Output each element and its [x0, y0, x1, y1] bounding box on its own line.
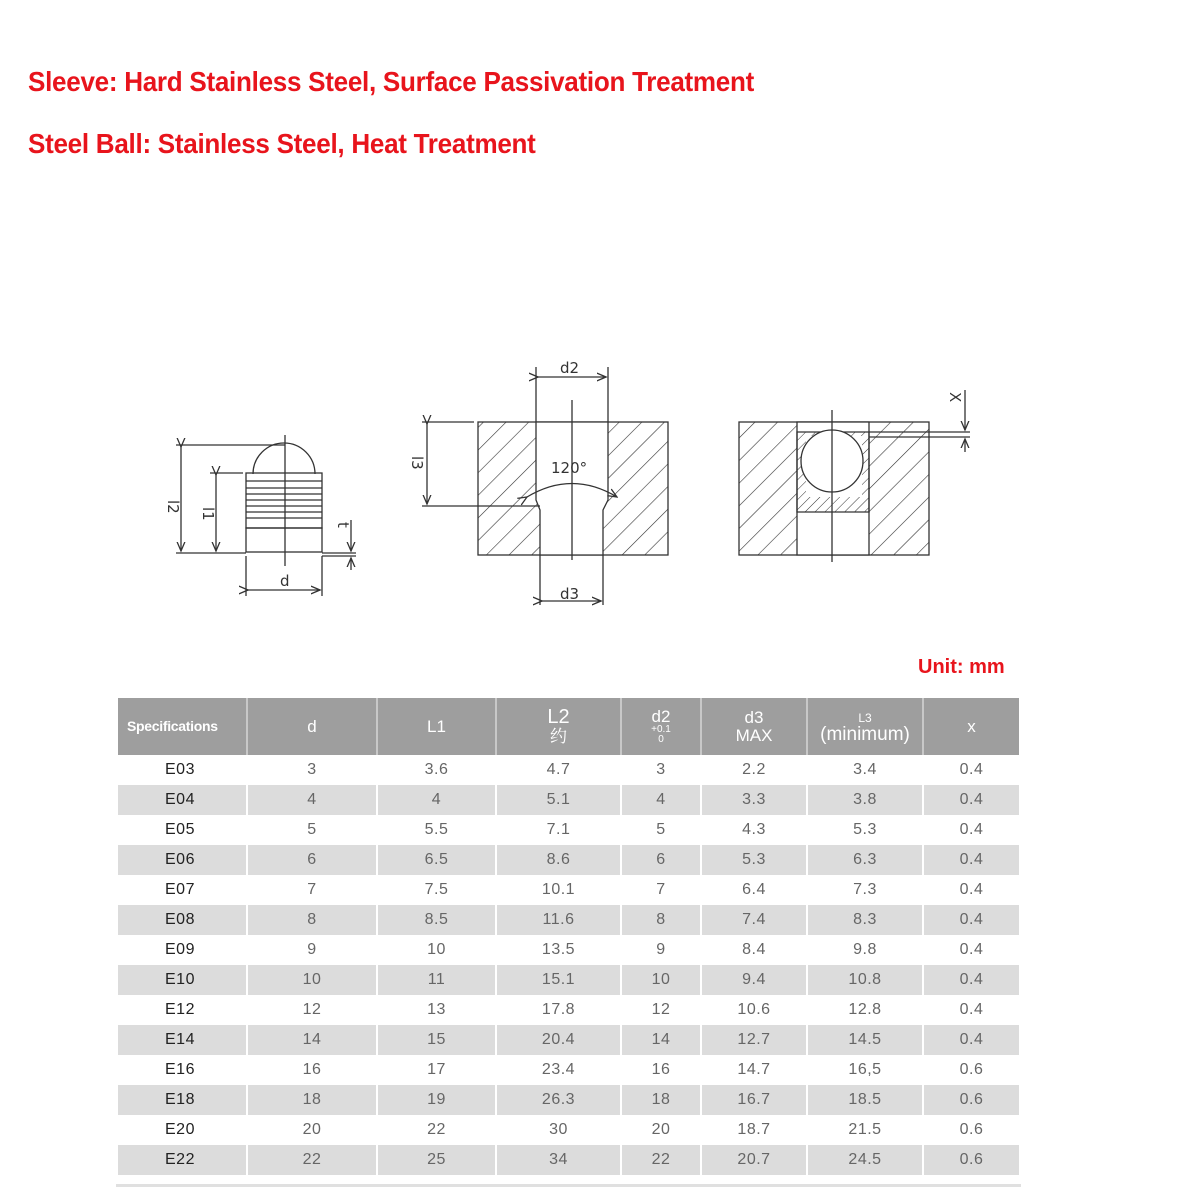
cell-l2: 23.4	[496, 1055, 621, 1085]
cell-l3: 9.8	[807, 935, 923, 965]
cell-spec: E09	[118, 935, 247, 965]
cell-l3: 16,5	[807, 1055, 923, 1085]
table-header-row	[118, 698, 1019, 755]
cell-x: 0.4	[959, 941, 984, 958]
cell-l3: 6.3	[807, 845, 923, 875]
cell-l1: 3.6	[377, 755, 496, 785]
cell-d3: 12.7	[701, 1025, 807, 1055]
specifications-table	[118, 698, 1019, 1175]
cell-x: 0.4	[959, 821, 984, 838]
unit-label: Unit: mm	[918, 656, 1005, 678]
cell-d: 3	[247, 755, 377, 785]
cell-l1: 15	[377, 1025, 496, 1055]
header-d3-main: d3	[744, 707, 764, 727]
cell-l2: 5.1	[496, 785, 621, 815]
cell-d: 9	[247, 935, 377, 965]
cell-d3: 2.2	[701, 755, 807, 785]
table-row	[118, 875, 1019, 905]
cell-l3: 12.8	[807, 995, 923, 1025]
cell-l1: 10	[377, 935, 496, 965]
cell-d3: 18.7	[701, 1115, 807, 1145]
header-l2-sub: 约	[550, 727, 567, 747]
table-row	[118, 1025, 1019, 1055]
cell-d2: 14	[621, 1025, 701, 1055]
cell-d3: 3.3	[701, 785, 807, 815]
header-d3	[701, 698, 807, 755]
header-l3	[807, 698, 923, 755]
cell-spec: E18	[118, 1085, 247, 1115]
cell-l2: 8.6	[496, 845, 621, 875]
cell-l1: 4	[377, 785, 496, 815]
angle-120-label: 120°	[551, 459, 588, 477]
cell-d2: 22	[621, 1145, 701, 1175]
l3-dimension-label: l3	[408, 456, 426, 470]
cell-l3: 10.8	[807, 965, 923, 995]
cell-l3: 24.5	[807, 1145, 923, 1175]
table-row	[118, 1115, 1019, 1145]
cell-d: 12	[247, 995, 377, 1025]
cell-x: 0.4	[923, 965, 1019, 995]
cell-d: 6	[247, 845, 377, 875]
table-row	[118, 905, 1019, 935]
cell-d2: 4	[621, 785, 701, 815]
cell-d3: 9.4	[701, 965, 807, 995]
cell-d2: 8	[621, 905, 701, 935]
cell-l2: 34	[496, 1145, 621, 1175]
cell-d3: 4.3	[701, 815, 807, 845]
cell-x: 0.6	[923, 1145, 1019, 1175]
cell-x: 0.4	[959, 881, 984, 898]
header-l2	[496, 698, 621, 755]
cell-d3: 10.6	[701, 995, 807, 1025]
cell-x: 0.6	[923, 1085, 1019, 1115]
cell-l3: 3.4	[807, 755, 923, 785]
cell-d3: 16.7	[701, 1085, 807, 1115]
cell-spec: E16	[118, 1055, 247, 1085]
cell-l2: 17.8	[496, 995, 621, 1025]
cell-x: 0.4	[923, 1025, 1019, 1055]
cell-spec: E06	[118, 845, 247, 875]
table-row	[118, 1055, 1019, 1085]
cell-d2: 6	[621, 845, 701, 875]
header-d2-tol-upper: +0.1	[651, 724, 671, 736]
cell-d3: 5.3	[701, 845, 807, 875]
table-row	[118, 755, 1019, 785]
header-d2-main: d2	[651, 706, 671, 726]
cell-d3: 8.4	[701, 935, 807, 965]
cell-spec: E20	[118, 1115, 247, 1145]
cell-d3: 20.7	[701, 1145, 807, 1175]
header-l2-main: L2	[547, 706, 570, 729]
cell-l1: 6.5	[377, 845, 496, 875]
cell-spec: E12	[118, 995, 247, 1025]
cell-l3: 18.5	[807, 1085, 923, 1115]
header-d2-tol-lower: 0	[658, 734, 664, 746]
cell-l2: 10.1	[496, 875, 621, 905]
cell-d: 14	[247, 1025, 377, 1055]
cell-l2: 30	[496, 1115, 621, 1145]
d-dimension-label: d	[280, 572, 290, 590]
cell-d3: 14.7	[701, 1055, 807, 1085]
cell-x: 0.4	[923, 905, 1019, 935]
cell-l2: 15.1	[496, 965, 621, 995]
cell-d: 20	[247, 1115, 377, 1145]
cell-l2: 11.6	[496, 905, 621, 935]
table-row	[118, 965, 1019, 995]
mounting-hole-section	[422, 367, 668, 605]
cell-l1: 5.5	[377, 815, 496, 845]
cell-l3: 3.8	[807, 785, 923, 815]
cell-l2: 20.4	[496, 1025, 621, 1055]
cell-l3: 5.3	[807, 815, 923, 845]
cell-l2: 7.1	[496, 815, 621, 845]
cell-d: 22	[247, 1145, 377, 1175]
d2-dimension-label: d2	[560, 359, 580, 377]
cell-l1: 8.5	[377, 905, 496, 935]
l1-dimension-label: l1	[199, 507, 217, 521]
cell-l1: 7.5	[377, 875, 496, 905]
header-d3-sub: MAX	[735, 725, 773, 745]
table-bottom-rule	[116, 1184, 1021, 1187]
t-dimension-label: t	[334, 522, 352, 528]
cell-d2: 7	[621, 875, 701, 905]
header-d: d	[247, 698, 377, 755]
cell-d2: 3	[621, 755, 701, 785]
cell-d2: 16	[621, 1055, 701, 1085]
cell-spec: E04	[118, 785, 247, 815]
cell-d2: 9	[621, 935, 701, 965]
cell-d2: 10	[621, 965, 701, 995]
cell-x: 0.4	[959, 761, 984, 778]
cell-spec: E14	[118, 1025, 247, 1055]
cell-d2: 18	[621, 1085, 701, 1115]
installed-assembly-section	[739, 390, 970, 562]
cell-spec: E10	[118, 965, 247, 995]
cell-d2: 5	[621, 815, 701, 845]
table-row	[118, 1085, 1019, 1115]
cell-x: 0.4	[923, 785, 1019, 815]
header-l3-sub: (minimum)	[820, 724, 910, 746]
cell-d2: 20	[621, 1115, 701, 1145]
cell-d: 5	[247, 815, 377, 845]
header-l1: L1	[377, 698, 496, 755]
cell-spec: E07	[118, 875, 247, 905]
cell-l3: 7.3	[807, 875, 923, 905]
table-row	[118, 1145, 1019, 1175]
cell-d3: 7.4	[701, 905, 807, 935]
cell-spec: E03	[118, 755, 247, 785]
cell-l3: 21.5	[807, 1115, 923, 1145]
cell-l2: 13.5	[496, 935, 621, 965]
header-specifications: Specifications	[118, 698, 247, 755]
cell-l1: 22	[377, 1115, 496, 1145]
cell-d: 7	[247, 875, 377, 905]
cell-l1: 17	[377, 1055, 496, 1085]
cell-l2: 4.7	[496, 755, 621, 785]
table-row	[118, 935, 1019, 965]
cell-spec: E05	[118, 815, 247, 845]
cell-d: 10	[247, 965, 377, 995]
l2-dimension-label: l2	[164, 500, 182, 514]
table-row	[118, 845, 1019, 875]
cell-l1: 11	[377, 965, 496, 995]
sleeve-material-heading: Sleeve: Hard Stainless Steel, Surface Passivation Treatment	[28, 66, 755, 97]
cell-spec: E22	[118, 1145, 247, 1175]
cell-d: 4	[247, 785, 377, 815]
cell-d: 16	[247, 1055, 377, 1085]
cell-l1: 25	[377, 1145, 496, 1175]
cell-l3: 8.3	[807, 905, 923, 935]
cell-l1: 19	[377, 1085, 496, 1115]
cell-x: 0.6	[959, 1121, 984, 1138]
cell-x: 0.4	[923, 845, 1019, 875]
cell-x: 0.6	[959, 1061, 984, 1078]
cell-spec: E08	[118, 905, 247, 935]
d3-dimension-label: d3	[560, 585, 580, 603]
cell-x: 0.4	[959, 1001, 984, 1018]
cell-l2: 26.3	[496, 1085, 621, 1115]
header-d2	[621, 698, 701, 755]
cell-l1: 13	[377, 995, 496, 1025]
cell-d: 8	[247, 905, 377, 935]
cell-d3: 6.4	[701, 875, 807, 905]
table-row	[118, 995, 1019, 1025]
cell-l3: 14.5	[807, 1025, 923, 1055]
cell-d: 18	[247, 1085, 377, 1115]
table-row	[118, 815, 1019, 845]
header-l3-main: L3	[858, 710, 872, 725]
table-row	[118, 785, 1019, 815]
x-dimension-label: X	[946, 392, 964, 403]
header-x: x	[923, 698, 1019, 755]
ball-material-heading: Steel Ball: Stainless Steel, Heat Treatment	[28, 128, 536, 159]
cell-d2: 12	[621, 995, 701, 1025]
